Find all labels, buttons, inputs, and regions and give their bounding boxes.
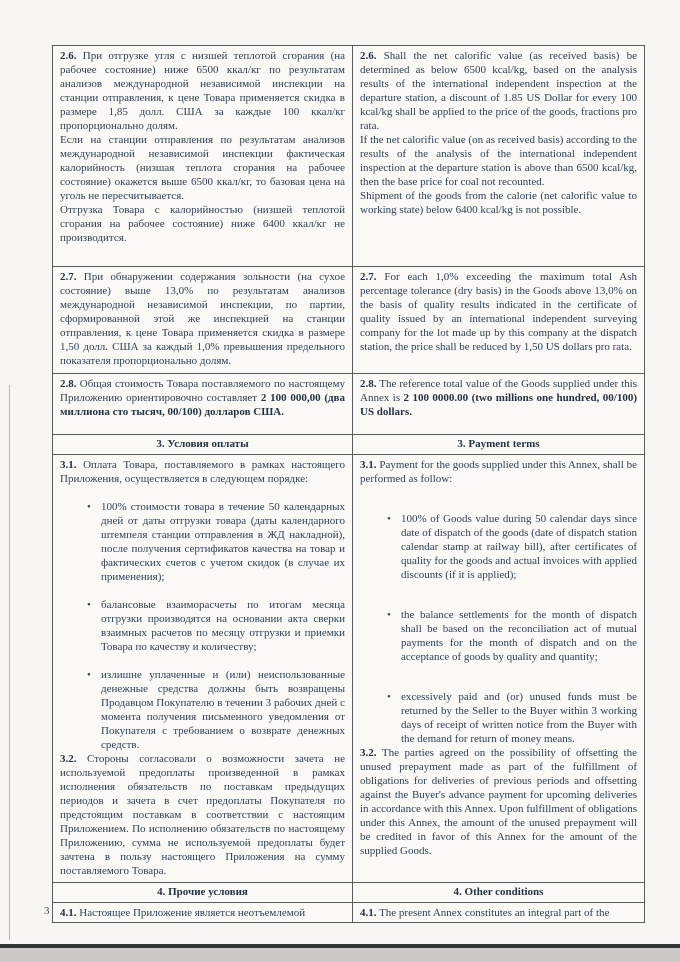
- clause-row-4-1: [53, 902, 644, 922]
- payment-bullet-2-en: [387, 608, 637, 664]
- clause-2-6-en-p1: 2.6. Shall the net calorific value (as received basis) be determined as below 6500 kcal/kg, based on the analysis results of the international independent inspection at the departure station, a discount of 1.85 US Dollar for every 100 kcal/kg shall be applied to the price of the goods, fractions pro rata.: [360, 50, 638, 132]
- section-4-header-ru: 4. Прочие условия: [53, 883, 353, 902]
- clause-number: 3.2.: [360, 747, 377, 759]
- clause-3-2-en: 3.2. The parties agreed on the possibility of offsetting the unused prepayment made as part of the fulfillment of obligations for deliveries of previous periods and offsetting against the Buyer's advance payment for upcoming deliveries in accordance with this Annex. Upon fulfillment of obligations under this Annex, the amount of the unused prepayment will be credited in favor of this Annex for the amount of the supplied Goods.: [360, 747, 637, 857]
- bullet-text: excessively paid and (or) unused funds must be returned by the Seller to the Buyer within 3 working days of receipt of written notice from the Buyer with the demand for return of money means.: [401, 691, 637, 745]
- clause-2-8-ru: 2.8. Общая стоимость Товара поставляемого по настоящему Приложению ориентировочно составляет 2 100 000,00 (два миллиона сто тысяч, 00/100) долларов США.: [53, 374, 353, 434]
- clause-number: 4.1.: [60, 907, 77, 919]
- clause-number: 2.8.: [360, 378, 377, 390]
- bullet-text: балансовые взаиморасчеты по итогам месяца отгрузки производятся на основании акта сверки взаимных расчетов по месяцу отгрузки и приемки Товара по качеству и количеству;: [101, 599, 345, 653]
- payment-bullet-3-ru: [87, 668, 345, 752]
- payment-bullet-3-en: [387, 690, 637, 746]
- clause-number: 2.6.: [60, 50, 77, 62]
- clause-4-1-ru: 4.1. Настоящее Приложение является неотъемлемой: [53, 903, 353, 922]
- bullet-icon: •: [387, 691, 391, 703]
- clause-number: 2.8.: [60, 378, 77, 390]
- clause-number: 2.6.: [360, 50, 377, 62]
- clause-number: 2.7.: [60, 271, 77, 283]
- bullet-text: 100% of Goods value during 50 calendar days since date of dispatch of the goods (date of dispatch station calendar stamp at railway bill), after certificates of quality for the goods and actual invoices with applied discounts (if it is applied);: [401, 513, 637, 581]
- clause-number: 3.1.: [360, 459, 377, 471]
- clause-number: 4.1.: [360, 907, 377, 919]
- section-3-header-row: [53, 434, 644, 454]
- clause-number: 2.7.: [360, 271, 377, 283]
- section-4-header-row: [53, 882, 644, 902]
- bullet-text: излишне уплаченные и (или) неиспользованные денежные средства должны быть возвращены Продавцом Покупателю в течении 3 рабочих дней с момента получения письменного уведомления от Покупателя с требованием о возврате денежных средств.: [101, 669, 345, 751]
- section-3-header-ru: 3. Условия оплаты: [53, 435, 353, 454]
- clause-2-6-en-p3: Shipment of the goods from the calorie (net calorific value to working state) below 6400 kcal/kg is not possible.: [360, 190, 637, 216]
- clause-row-2-8: [53, 373, 644, 434]
- clause-2-6-ru-p1: 2.6. При отгрузке угля с низшей теплотой сгорания (на рабочее состояние) ниже 6500 ккал/кг по результатам анализов международной независимой инспекции на станции отправления, к цене Товара применяется скидка в размере 1,85 долл. США за каждые 100 ккал/кг пропорционально долям.: [60, 50, 345, 132]
- clause-2-6-en-p2: If the net calorific value (on as received basis) according to the results of the analysis of the international independent inspection at the departure station is above than 6500 kcal/kg, then the base price for coal not recounted.: [360, 134, 638, 188]
- section-4-header-en: 4. Other conditions: [453, 886, 544, 898]
- bullet-icon: •: [87, 669, 91, 681]
- bullet-text: the balance settlements for the month of dispatch shall be based on the reconciliation act of mutual payments for the month of dispatch and on the acceptance of goods by quality and quantity;: [401, 609, 637, 663]
- payment-bullet-1-ru: [87, 500, 345, 584]
- scanner-background-strip: [0, 948, 680, 962]
- payment-bullet-2-ru: [87, 598, 345, 654]
- clause-2-7-en: 2.7. For each 1,0% exceeding the maximum total Ash percentage tolerance (dry basis) in the Goods above 13,0% on the basis of quality results indicated in the certificate of quality issued by an international independent surveying company for the lot made up by this company at the dispatch station, the price shall be reduced by 1,50 US dollars pro rata.: [360, 271, 638, 353]
- clause-number: 3.1.: [60, 459, 77, 471]
- clause-4-1-en: 4.1. The present Annex constitutes an integral part of the: [360, 907, 610, 919]
- payment-terms-en: [353, 455, 644, 882]
- clause-3-2-ru: 3.2. Стороны согласовали о возможности зачета не используемой предоплаты произведенной в рамках исполнения обязательств по поставкам предыдущих периодов и зачета в счет предоплаты Покупателя по предстоящим поставкам в соответствии с настоящим Приложением. По исполнению обязательств по настоящему Приложению, сумма не используемой предоплаты будет зачтена в пользу настоящего Приложения на сумму поставляемого Товара.: [60, 753, 345, 877]
- section-3-header-en: 3. Payment terms: [457, 438, 540, 450]
- clause-2-6-ru: [53, 46, 353, 266]
- bullet-icon: •: [387, 609, 391, 621]
- clause-3-1-ru-intro: 3.1. Оплата Товара, поставляемого в рамках настоящего Приложения, осуществляется в следующем порядке:: [60, 459, 346, 485]
- clause-2-7-ru: 2.7. При обнаружении содержания зольности (на сухое состояние) выше 13,0% по результатам анализов международной независимой инспекции, по партии, сформированной этой же инспекцией на станции отправления, к цене Товара применяется скидка в размере 1,50 долл. США за каждый 1,0% превышения предельного показателя пропорционально долям.: [53, 267, 353, 373]
- payment-bullet-1-en: [387, 512, 637, 582]
- clause-number: 3.2.: [60, 753, 77, 765]
- total-value-amount-en: 2 100 0000.00 (two millions one hundred, 00/100) US dollars.: [360, 392, 638, 418]
- payment-terms-ru: [53, 455, 353, 882]
- payment-terms-row: [53, 454, 644, 882]
- clause-2-6-ru-p3: Отгрузка Товара с калорийностью (низшей теплотой сгорания на рабочее состояние) ниже 6400 ккал/кг не производится.: [60, 204, 345, 244]
- bullet-icon: •: [87, 599, 91, 611]
- bullet-text: 100% стоимости товара в течение 50 календарных дней от даты отгрузки товара (даты календарного штемпеля станции отправления в ЖД накладной), после получения сертификатов качества на товар и фактических счетов с учетом скидок (в случае их применения);: [101, 501, 345, 583]
- contract-clause-table: [52, 45, 645, 923]
- total-value-amount-ru: 2 100 000,00 (два миллиона сто тысяч, 00/100) долларов США.: [60, 392, 345, 418]
- scan-edge-left-line: [9, 385, 10, 940]
- clause-2-6-en: [353, 46, 644, 266]
- clause-3-1-en-intro: 3.1. Payment for the goods supplied under this Annex, shall be performed as follow:: [360, 459, 638, 485]
- bullet-icon: •: [387, 513, 391, 525]
- clause-row-2-6: [53, 46, 644, 266]
- page-number: 3: [44, 905, 50, 917]
- clause-row-2-7: [53, 266, 644, 373]
- clause-2-8-en: 2.8. The reference total value of the Goods supplied under this Annex is 2 100 0000.00 (two millions one hundred, 00/100) US dollars.: [360, 378, 638, 418]
- bullet-icon: •: [87, 501, 91, 513]
- clause-2-6-ru-p2: Если на станции отправления по результатам анализов международной независимой инспекции фактическая калорийность (низшая теплота сгорания на рабочее состояние) окажется выше 6500 ккал/кг, то базовая цена на уголь не пересчитывается.: [60, 134, 345, 202]
